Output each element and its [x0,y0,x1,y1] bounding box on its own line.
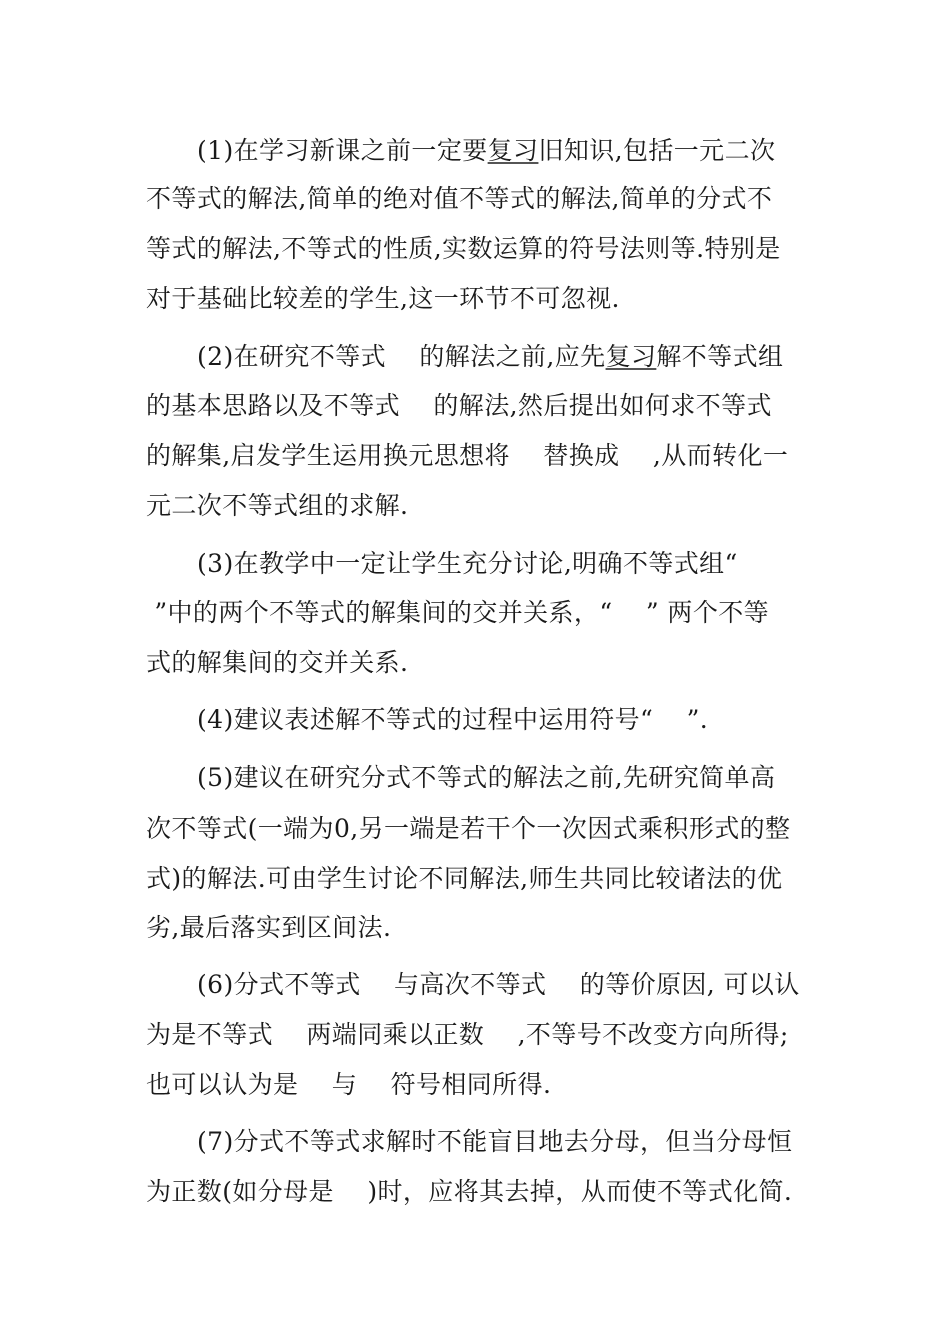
text-segment: (2)在研究不等式 的解法之前,应先 [197,342,606,371]
paragraph-3-line-3: 式的解集间的交并关系. [146,648,409,677]
paragraph-6-line-2: 为是不等式 两端同乘以正数 ,不等号不改变方向所得; [146,1020,789,1049]
paragraph-2-line-4: 元二次不等式组的求解. [146,491,409,520]
paragraph-7-line-2: 为正数(如分母是 )时，应将其去掉，从而使不等式化简. [146,1177,793,1206]
paragraph-5-line-4: 劣,最后落实到区间法. [146,913,392,942]
paragraph-1-line-4: 对于基础比较差的学生,这一环节不可忽视. [146,284,620,313]
text-segment: (1)在学习新课之前一定要 [197,136,488,165]
paragraph-5-line-2: 次不等式(一端为0,另一端是若干个一次因式乘积形式的整 [146,814,791,843]
paragraph-2-line-1 [197,342,783,372]
paragraph-5-line-3: 式)的解法.可由学生讨论不同解法,师生共同比较诸法的优 [146,864,783,893]
paragraph-4-line-1: (4)建议表述解不等式的过程中运用符号“ ”. [197,705,709,734]
paragraph-6-line-1: (6)分式不等式 与高次不等式 的等价原因, 可以认 [197,970,800,999]
paragraph-2-line-3: 的解集,启发学生运用换元思想将 替换成 ,从而转化一 [146,441,789,470]
text-segment: 旧知识,包括一元二次 [538,136,776,165]
paragraph-5-line-1: (5)建议在研究分式不等式的解法之前,先研究简单高 [197,763,776,792]
paragraph-6-line-3: 也可以认为是 与 符号相同所得. [146,1070,552,1099]
review-link[interactable]: 复习 [605,342,657,371]
paragraph-1-line-2: 不等式的解法,简单的绝对值不等式的解法,简单的分式不 [146,184,773,213]
text-segment: 解不等式组 [656,342,784,371]
paragraph-1-line-1 [197,136,775,166]
review-link[interactable]: 复习 [487,136,539,165]
paragraph-7-line-1: (7)分式不等式求解时不能盲目地去分母，但当分母恒 [197,1127,793,1156]
paragraph-3-line-2: ”中的两个不等式的解集间的交并关系，“ ” 两个不等 [146,598,770,627]
paragraph-1-line-3: 等式的解法,不等式的性质,实数运算的符号法则等.特别是 [146,234,781,263]
paragraph-3-line-1: (3)在教学中一定让学生充分讨论,明确不等式组“ [197,549,738,578]
paragraph-2-line-2: 的基本思路以及不等式 的解法,然后提出如何求不等式 [146,391,772,420]
